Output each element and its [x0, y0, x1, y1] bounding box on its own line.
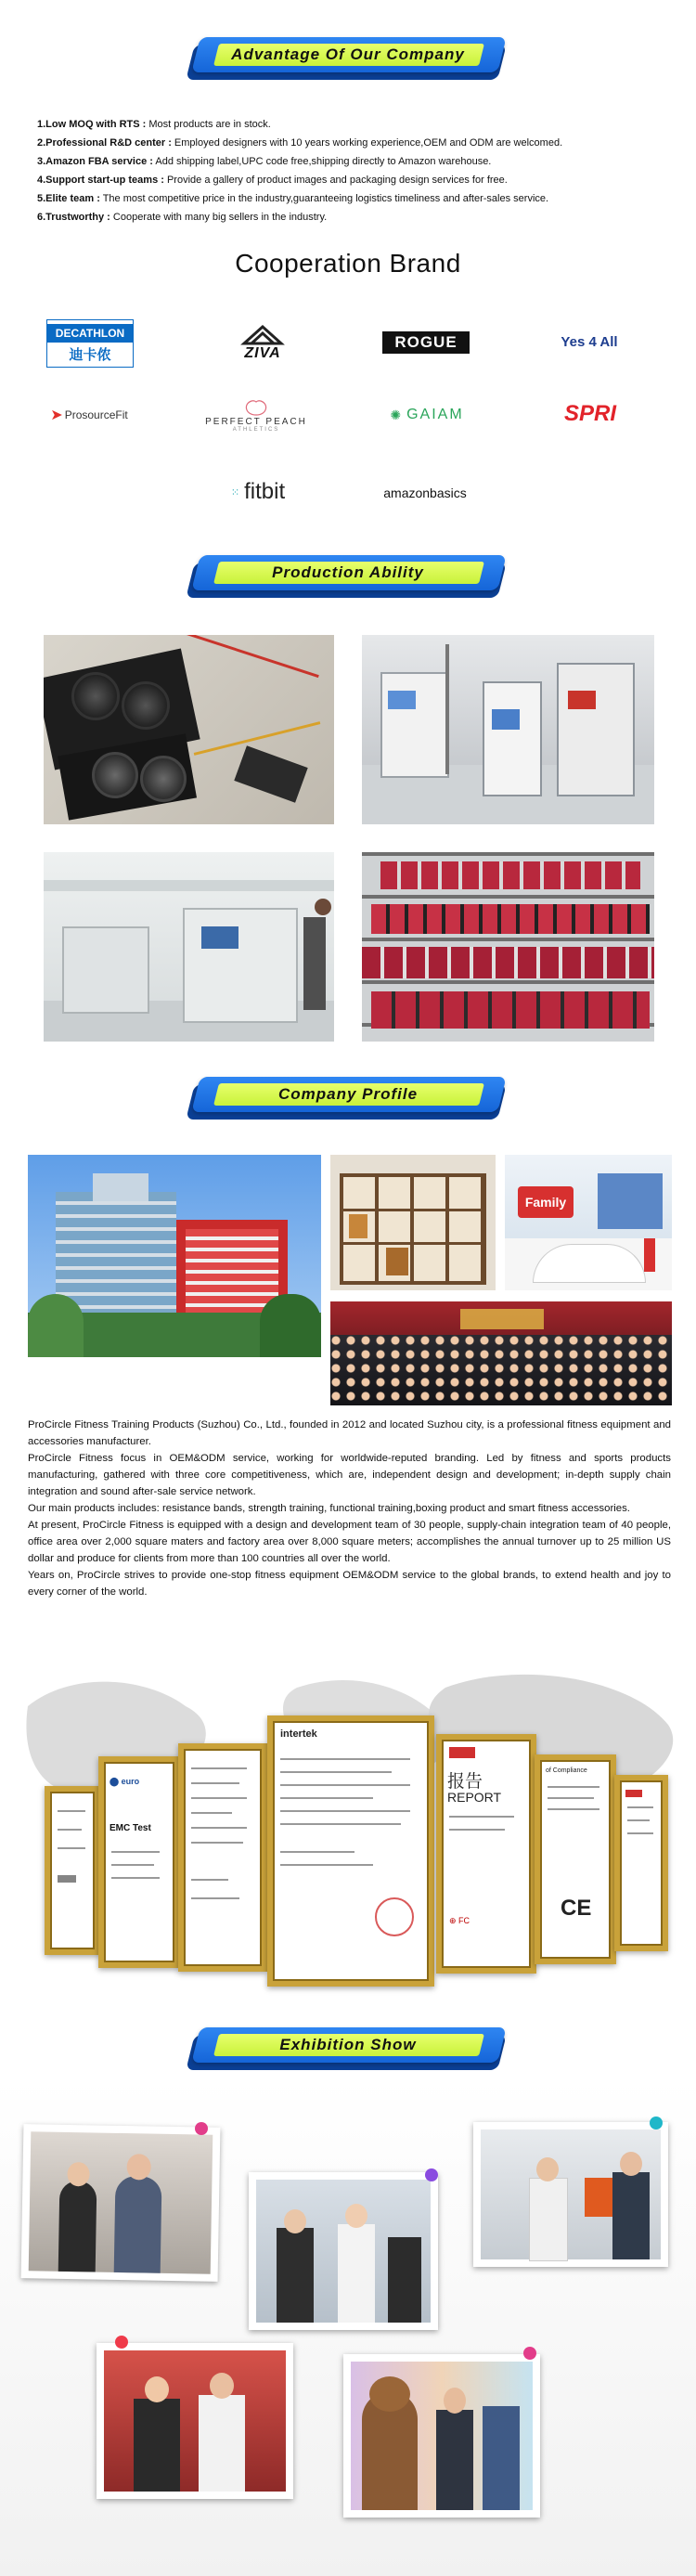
advantage-banner-text: Advantage Of Our Company [231, 45, 465, 63]
pin-icon [425, 2168, 438, 2181]
spri-logo: SPRI [563, 401, 616, 426]
exhibition-photo [343, 2354, 540, 2518]
gaiam-mark-icon: ✺ [390, 407, 404, 422]
pcb-photo [44, 635, 334, 824]
production-banner [190, 555, 506, 598]
advantage-item: 4.Support start-up teams : Provide a gallery of product images and packaging design services for free. [37, 175, 508, 186]
warehouse-photo [362, 852, 654, 1042]
pin-icon [650, 2116, 663, 2129]
emc-certificate: ⬤ euro EMC Test [98, 1756, 180, 1968]
exhibition-banner-text: Exhibition Show [279, 2036, 417, 2053]
rogue-logo: ROGUE [382, 331, 470, 354]
peach-icon [240, 398, 272, 417]
exhibition-photo [249, 2172, 438, 2330]
decathlon-logo: DECATHLON 迪卡侬 [46, 319, 134, 368]
certificates-section [0, 1650, 696, 1996]
ziva-logo: ZIVA [221, 317, 304, 369]
advantage-item: 1.Low MOQ with RTS : Most products are in stock. [37, 119, 271, 130]
pin-icon [115, 2336, 128, 2349]
prosourcefit-logo: ➤ ProsourceFit [50, 408, 128, 423]
profile-banner-text: Company Profile [277, 1085, 419, 1103]
advantage-item: 3.Amazon FBA service : Add shipping label,UPC code free,shipping directly to Amazon warehouse. [37, 156, 492, 167]
profile-paragraph: ProCircle Fitness focus in OEM&ODM service, working for worldwide-reputed branding. Led by fitness and sports products manufacturing, gathered with three core competitiveness, which are, independent design and development; in-depth supply chain integration and sound after-sale service network. [28, 1453, 671, 1497]
advantage-item: 6.Trustworthy : Cooperate with many big sellers in the industry. [37, 212, 328, 223]
fitbit-logo: ⁙ fitbit [230, 479, 286, 504]
pin-icon [523, 2347, 536, 2360]
exhibition-photo [21, 2124, 221, 2282]
prosource-mark-icon: ➤ [50, 408, 63, 423]
profile-text [28, 1417, 671, 1600]
family-sign: Family [518, 1186, 574, 1218]
building-photo [28, 1155, 321, 1357]
team-photo [330, 1301, 672, 1405]
profile-paragraph: Our main products includes: resistance bands, strength training, functional training,boxing product and smart fitness accessories. [28, 1503, 630, 1514]
showroom-photo [330, 1155, 496, 1290]
profile-banner [190, 1077, 506, 1120]
machines-photo [362, 635, 654, 824]
advantage-item: 2.Professional R&D center : Employed designers with 10 years working experience,OEM and ODM are welcomed. [37, 137, 563, 149]
exhibition-photo [473, 2122, 668, 2267]
certificate [178, 1743, 267, 1972]
profile-paragraph: Years on, ProCircle strives to provide one-stop fitness equipment OEM&ODM service to the global brands, to extend health and joy to every corner of the world. [28, 1570, 671, 1598]
advantage-item: 5.Elite team : The most competitive price in the industry,guaranteeing logistics timeliness and after-sales service. [37, 193, 549, 204]
brands-title: Cooperation Brand [235, 249, 461, 278]
fitbit-dots-icon: ⁙ [230, 486, 241, 498]
report-certificate: 报告 REPORT ⊕ FC [436, 1734, 536, 1974]
amazonbasics-logo: amazonbasics [383, 485, 467, 500]
yes4all-logo: Yes 4 All [561, 333, 618, 350]
certificate [614, 1775, 668, 1951]
production-banner-text: Production Ability [272, 563, 424, 581]
gaiam-logo: ✺ GAIAM [390, 407, 464, 422]
perfectpeach-logo: PERFECT PEACH ATHLETICS [193, 392, 319, 438]
advantage-list [37, 115, 677, 227]
certificate [45, 1786, 100, 1955]
exhibition-banner [190, 2027, 506, 2070]
profile-paragraph: ProCircle Fitness Training Products (Suzhou) Co., Ltd., founded in 2012 and located Suzhou city, is a professional fitness equipment and accessories manufacturer. [28, 1419, 671, 1447]
pin-icon [195, 2122, 208, 2135]
compliance-certificate: of Compliance CE [535, 1754, 616, 1964]
exhibition-photo [97, 2343, 293, 2499]
equipment-photo [44, 852, 334, 1042]
advantage-banner [190, 37, 506, 80]
intertek-certificate: intertek [267, 1715, 434, 1987]
profile-paragraph: At present, ProCircle Fitness is equipped with a design and development team of 30 people, supply-chain integration team of 40 people, office area over 2,000 square maters and factory area over 8,000 square meters; accomplishes the annual turnover up to 25 million US dollar and produce for clients from more than 100 countries all over the world. [28, 1520, 671, 1564]
reception-photo [505, 1155, 672, 1290]
